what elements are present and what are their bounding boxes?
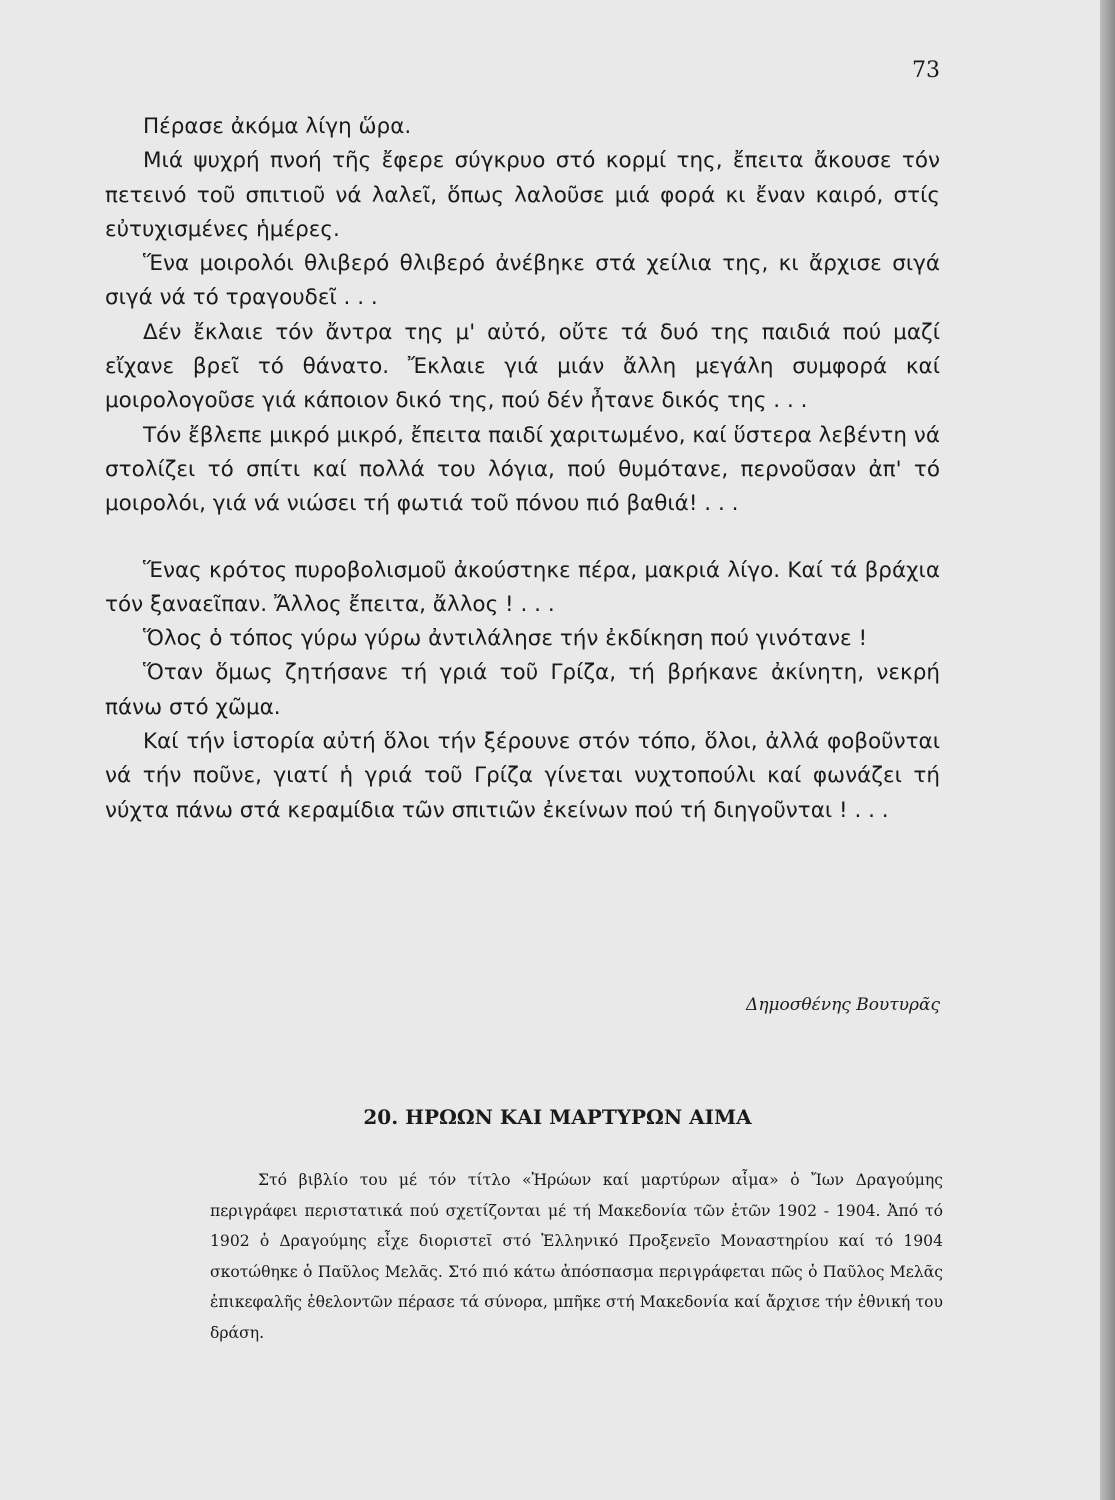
story-paragraph: Ἕνας κρότος πυροβολισμοῦ ἀκούστηκε πέρα, μακριά λίγο. Καί τά βράχια τόν ξαναεῖπαν. Ἄλλος ἔπειτα, ἄλλος ! . . . [105,557,940,617]
story-paragraph: Ἕνα μοιρολόι θλιβερό θλιβερό ἀνέβηκε στά χείλια της, κι ἄρχισε σιγά σιγά νά τό τραγουδεῖ . . . [105,251,940,311]
section-intro [210,1165,943,1348]
story-paragraph: Καί τήν ἱστορία αὐτή ὅλοι τήν ξέρουνε στόν τόπο, ὅλοι, ἀλλά φοβοῦνται νά τήν ποῦνε, γιατί ἡ γριά τοῦ Γρίζα γίνεται νυχτοπούλι καί φωνάζει τή νύχτα πάνω στά κεραμίδια τῶν σπιτιῶν ἐκείνων πού τή διηγοῦνται ! . . . [105,729,940,823]
story-paragraph: Τόν ἔβλεπε μικρό μικρό, ἔπειτα παιδί χαριτωμένο, καί ὕστερα λεβέντη νά στολίζει τό σπίτι καί πολλά του λόγια, πού θυμότανε, περνοῦσαν ἀπ' τό μοιρολόι, γιά νά νιώσει τή φωτιά τοῦ πόνου πιό βαθιά! . . . [105,422,940,517]
story-paragraph: Ὅταν ὅμως ζητήσανε τή γριά τοῦ Γρίζα, τή βρήκανε ἀκίνητη, νεκρή πάνω στό χῶμα. [105,660,940,720]
page-edge [1100,0,1115,1500]
story-text [105,110,940,828]
page-number: 73 [912,58,940,83]
author-signature: Δημοσθένης Βουτυρᾶς [746,995,940,1015]
intro-paragraph: Στό βιβλίο του μέ τόν τίτλο «Ἡρώων καί μαρτύρων αἷμα» ὁ Ἴων Δραγούμης περιγράφει περιστατικά πού σχετίζονται μέ τή Μακεδονία τῶν ἐτῶν 1902 - 1904. Ἀπό τό 1902 ὁ Δραγούμης εἶχε διοριστεῖ στό Ἑλληνικό Προξενεῖο Μοναστηρίου καί τό 1904 σκοτώθηκε ὁ Παῦλος Μελᾶς. Στό πιό κάτω ἀπόσπασμα περιγράφεται πῶς ὁ Παῦλος Μελᾶς ἐπικεφαλῆς ἐθελοντῶν πέρασε τά σύνορα, μπῆκε στή Μακεδονία καί ἄρχισε τήν ἐθνική του δράση. [210,1171,943,1342]
story-paragraph: Δέν ἔκλαιε τόν ἄντρα της μ' αὐτό, οὔτε τά δυό της παιδιά πού μαζί εἴχανε βρεῖ τό θάνατο. Ἔκλαιε γιά μιάν ἄλλη μεγάλη συμφορά καί μοιρολογοῦσε γιά κάποιον δικό της, πού δέν ἦτανε δικός της . . . [105,319,940,414]
section-title: 20. ΗΡΩΩΝ ΚΑΙ ΜΑΡΤΥΡΩΝ ΑΙΜΑ [363,1105,752,1129]
story-paragraph: Ὅλος ὁ τόπος γύρω γύρω ἀντιλάλησε τήν ἐκδίκηση πού γινότανε ! [143,626,868,652]
story-paragraph: Πέρασε ἀκόμα λίγη ὥρα. [143,114,412,139]
story-paragraph: Μιά ψυχρή πνοή τῆς ἔφερε σύγκρυο στό κορμί της, ἔπειτα ἄκουσε τόν πετεινό τοῦ σπιτιοῦ νά λαλεῖ, ὅπως λαλοῦσε μιά φορά κι ἔναν καιρό, στίς εὐτυχισμένες ἡμέρες. [105,148,940,242]
paragraph-gap [105,522,940,554]
